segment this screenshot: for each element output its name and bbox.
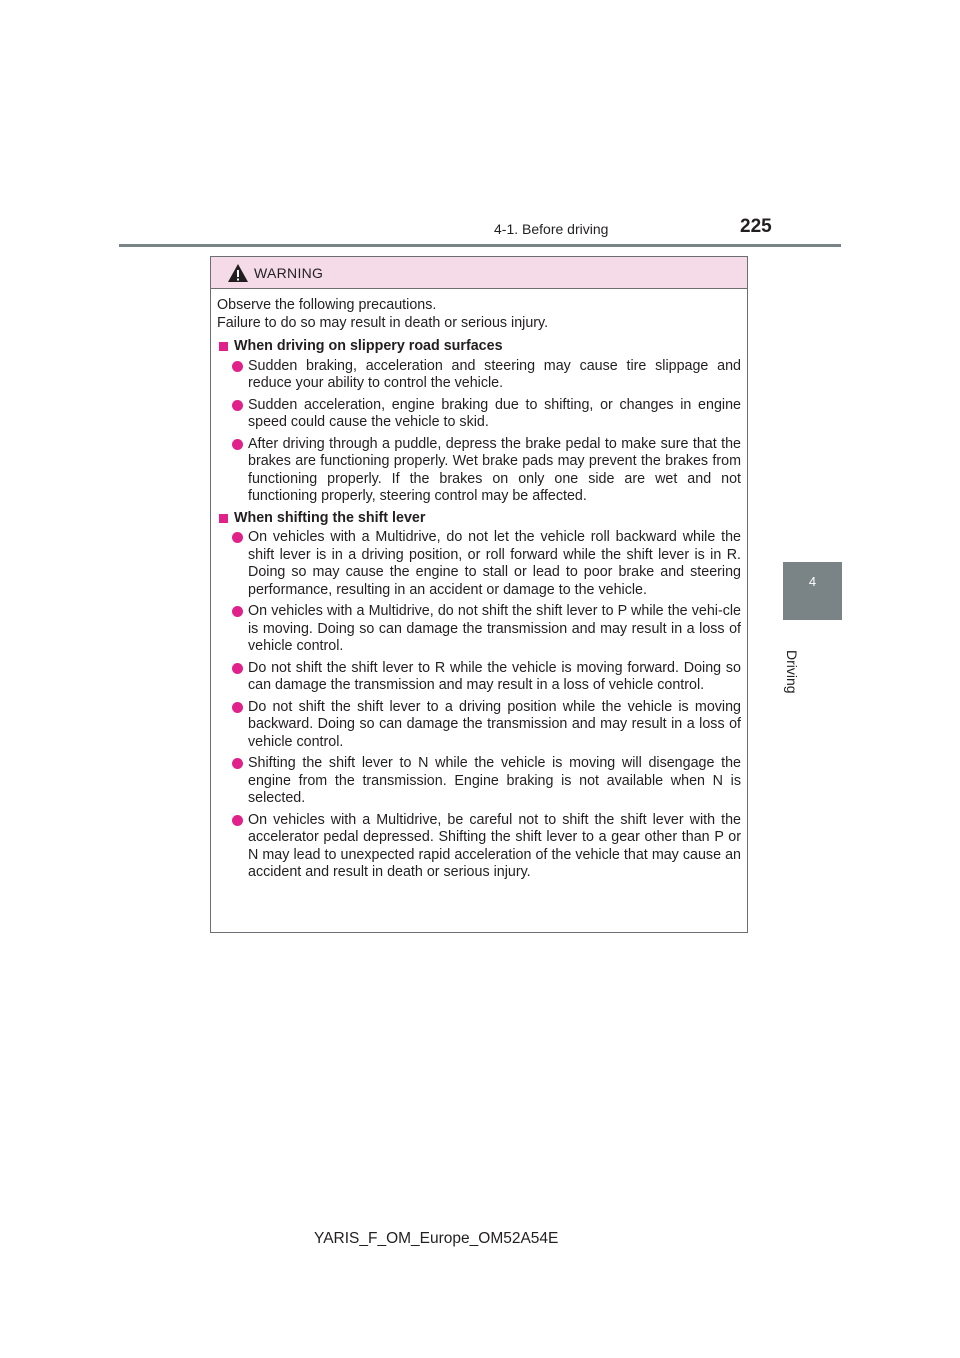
header-rule xyxy=(119,244,841,247)
bullet-item xyxy=(217,529,741,599)
chapter-label: Driving xyxy=(784,650,800,694)
bullet-text: After driving through a puddle, depress the brake pedal to make sure that the brakes are functioning properly. Wet brake pads may prevent the brakes from functioning properly. If the brakes on only one side are wet and not functioning properly, steering control may be affected. xyxy=(248,435,741,504)
bullet-item xyxy=(217,699,741,752)
warning-intro xyxy=(217,297,741,332)
square-bullet-icon xyxy=(219,514,228,523)
header-section-title: 4-1. Before driving xyxy=(494,221,609,237)
round-bullet-icon xyxy=(232,663,243,674)
round-bullet-icon xyxy=(232,361,243,372)
intro-line-2: Failure to do so may result in death or serious injury. xyxy=(217,314,549,331)
bullet-item xyxy=(217,397,741,432)
bullet-item xyxy=(217,660,741,695)
bullet-text: On vehicles with a Multidrive, do not let the vehicle roll backward while the shift lever is in a driving position, or roll forward while the shift lever is in R. Doing so may cause the engine to stall or lead to poor brake and steering performance, resulting in an accident or damage to the vehicle. xyxy=(248,529,741,598)
bullet-item xyxy=(217,358,741,393)
bullet-text: Sudden braking, acceleration and steering may cause tire slippage and reduce your ability to control the vehicle. xyxy=(248,357,741,391)
bullet-text: Do not shift the shift lever to R while the vehicle is moving forward. Doing so can damage the transmission and may result in a loss of vehicle control. xyxy=(248,659,741,693)
warning-box xyxy=(210,256,748,933)
sub-heading-text: When driving on slippery road surfaces xyxy=(234,338,503,354)
bullet-item xyxy=(217,436,741,506)
bullet-text: On vehicles with a Multidrive, be careful not to shift the shift lever with the accelerator pedal depressed. Shifting the shift lever to a gear other than P or N may lead to unexpected rapid acceleration of the vehicle that may cause an accident and result in death or serious injury. xyxy=(248,811,741,880)
bullet-text: Sudden acceleration, engine braking due to shifting, or changes in engine speed could cause the vehicle to skid. xyxy=(248,396,741,430)
chapter-number: 4 xyxy=(808,574,817,589)
bullet-item xyxy=(217,812,741,882)
sub-heading-text: When shifting the shift lever xyxy=(234,509,426,526)
bullet-text: Shifting the shift lever to N while the vehicle is moving will disengage the engine from the transmission. Engine braking is not available when N is selected. xyxy=(248,755,741,806)
square-bullet-icon xyxy=(219,342,228,351)
sub-heading-shift-lever xyxy=(217,510,741,528)
round-bullet-icon xyxy=(232,532,243,543)
sub-heading-slippery xyxy=(217,338,741,356)
warning-body xyxy=(211,289,747,882)
intro-line-1: Observe the following precautions. xyxy=(217,297,437,313)
bullet-item xyxy=(217,755,741,808)
round-bullet-icon xyxy=(232,439,243,450)
round-bullet-icon xyxy=(232,606,243,617)
page-number: 225 xyxy=(740,216,772,237)
footer-document-code: YARIS_F_OM_Europe_OM52A54E xyxy=(314,1230,559,1247)
bullet-text: Do not shift the shift lever to a driving position while the vehicle is moving backward. Doing so can damage the transmission and may result in a loss of vehicle control. xyxy=(248,698,741,750)
round-bullet-icon xyxy=(232,400,243,411)
round-bullet-icon xyxy=(232,702,243,713)
round-bullet-icon xyxy=(232,758,243,769)
bullet-text: On vehicles with a Multidrive, do not shift the shift lever to P while the vehi-cle is moving. Doing so can damage the transmission and may result in a loss of vehicle control. xyxy=(248,603,741,654)
warning-triangle-icon xyxy=(227,263,249,283)
chapter-tab xyxy=(783,562,842,620)
warning-header xyxy=(211,257,747,289)
round-bullet-icon xyxy=(232,815,243,826)
bullet-item xyxy=(217,603,741,656)
warning-title: WARNING xyxy=(254,265,324,281)
